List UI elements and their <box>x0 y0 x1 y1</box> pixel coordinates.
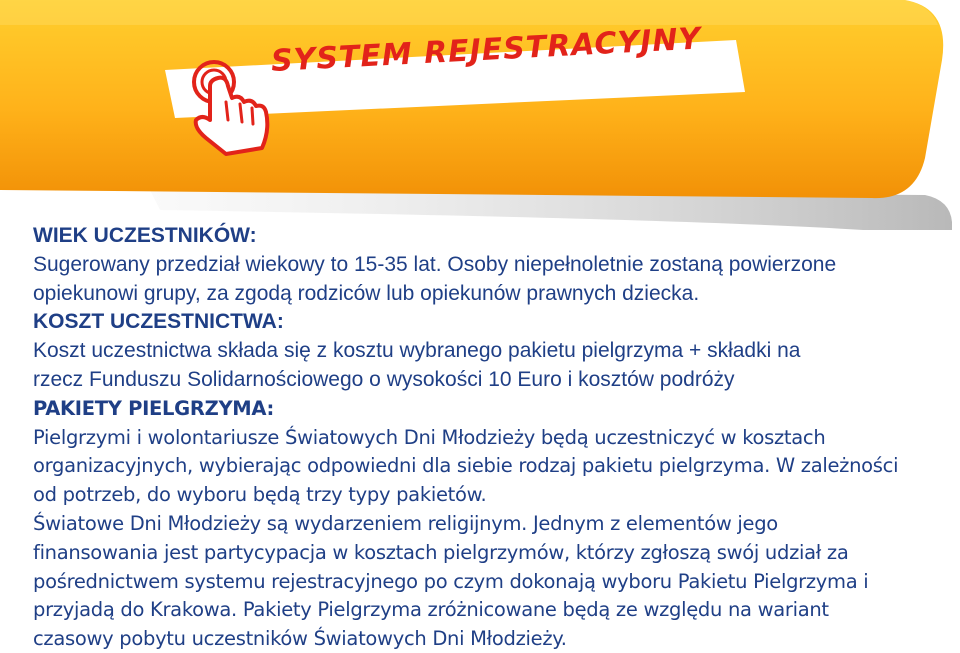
packages-text-line: od potrzeb, do wyboru będą trzy typy pakietów. <box>33 483 487 507</box>
packages-text-line: organizacyjnych, wybierając odpowiedni dla siebie rodzaj pakietu pielgrzyma. W zależności <box>33 454 899 478</box>
banner-title: SYSTEM REJESTRACYJNY <box>270 21 703 79</box>
packages-text-line: Światowe Dni Młodzieży są wydarzeniem religijnym. Jednym z elementów jego <box>33 511 778 535</box>
packages-text-line: finansowania jest partycypacja w kosztach pielgrzymów, którzy zgłoszą swój udział za <box>33 540 849 564</box>
cost-text-line: rzecz Funduszu Solidarnościowego o wysokości 10 Euro i kosztów podróży <box>33 367 735 391</box>
age-text-line: opiekunowi grupy, za zgodą rodziców lub opiekunów prawnych dziecka. <box>33 281 700 305</box>
registration-banner <box>0 0 960 230</box>
packages-text-line: czasowy pobytu uczestników Światowych Dni Młodzieży. <box>33 627 567 651</box>
info-content <box>33 222 943 653</box>
cost-heading: KOSZT UCZESTNICTWA: <box>33 310 284 334</box>
packages-text-line: pośrednictwem systemu rejestracyjnego po czym dokonają wyboru Pakietu Pielgrzyma i <box>33 569 869 593</box>
packages-text-line: przyjadą do Krakowa. Pakiety Pielgrzyma zróżnicowane będą ze względu na wariant <box>33 598 829 622</box>
packages-text-line: Pielgrzymi i wolontariusze Światowych Dni Młodzieży będą uczestniczyć w kosztach <box>33 425 826 449</box>
age-heading: WIEK UCZESTNIKÓW: <box>33 224 257 247</box>
packages-heading: PAKIETY PIELGRZYMA: <box>33 396 275 420</box>
cost-text-line: Koszt uczestnictwa składa się z kosztu wybranego pakietu pielgrzyma + składki na <box>33 339 801 363</box>
age-text-line: Sugerowany przedział wiekowy to 15-35 lat. Osoby niepełnoletnie zostaną powierzone <box>33 252 837 276</box>
